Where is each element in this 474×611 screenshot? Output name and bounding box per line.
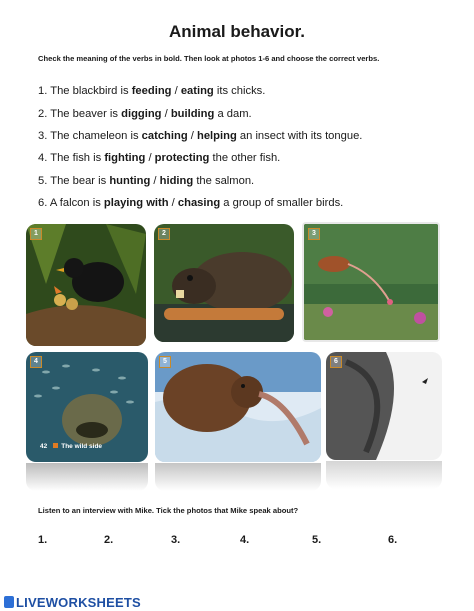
- question-6: 6. A falcon is playing with / chasing a group of smaller birds.: [38, 197, 344, 209]
- answer-number-5[interactable]: 5.: [312, 534, 322, 546]
- question-2: 2. The beaver is digging / building a dam.: [38, 108, 252, 120]
- photo-number-badge: 2: [158, 228, 170, 240]
- option-chasing[interactable]: chasing: [177, 197, 221, 209]
- option-playing-with[interactable]: playing with: [103, 197, 169, 209]
- answer-number-2[interactable]: 2.: [104, 534, 114, 546]
- option-catching[interactable]: catching: [141, 130, 188, 142]
- bear-photo: [155, 352, 321, 462]
- photo-number-badge: 1: [30, 228, 42, 240]
- photo-reflection: [155, 463, 321, 491]
- listen-instructions: Listen to an interview with Mike. Tick the photos that Mike speak about?: [38, 506, 299, 515]
- page-title: Animal behavior.: [168, 22, 306, 41]
- option-eating[interactable]: eating: [180, 85, 214, 97]
- option-fighting[interactable]: fighting: [104, 152, 146, 164]
- falcon-photo: [326, 352, 442, 460]
- question-1: 1. The blackbird is feeding / eating its chicks.: [38, 85, 266, 97]
- photo-reflection: [326, 461, 442, 489]
- answer-number-3[interactable]: 3.: [171, 534, 181, 546]
- photo-number-badge: 5: [159, 356, 171, 368]
- photo-number-badge: 4: [30, 356, 42, 368]
- option-protecting[interactable]: protecting: [154, 152, 210, 164]
- photo-number-badge: 6: [330, 356, 342, 368]
- liveworksheets-logo-icon: [4, 596, 14, 608]
- option-feeding[interactable]: feeding: [131, 85, 172, 97]
- photo-reflection: [26, 463, 148, 491]
- answer-number-4[interactable]: 4.: [240, 534, 250, 546]
- chameleon-photo: [304, 224, 438, 340]
- question-3: 3. The chameleon is catching / helping an insect with its tongue.: [38, 130, 363, 142]
- option-hunting[interactable]: hunting: [109, 175, 151, 187]
- footer-logo[interactable]: LIVEWORKSHEETS: [4, 595, 141, 610]
- question-4: 4. The fish is fighting / protecting the other fish.: [38, 152, 281, 164]
- answer-number-6[interactable]: 6.: [388, 534, 398, 546]
- photo-number-badge: 3: [308, 228, 320, 240]
- option-building[interactable]: building: [170, 108, 215, 120]
- instructions: Check the meaning of the verbs in bold. Then look at photos 1-6 and choose the correct verbs.: [38, 54, 380, 63]
- option-helping[interactable]: helping: [197, 130, 237, 142]
- option-digging[interactable]: digging: [121, 108, 162, 120]
- answer-number-1[interactable]: 1.: [38, 534, 48, 546]
- blackbird-photo: [26, 224, 146, 346]
- page-caption: 42 The wild side: [40, 443, 103, 450]
- question-5: 5. The bear is hunting / hiding the salmon.: [38, 175, 255, 187]
- beaver-photo: [154, 224, 294, 342]
- option-hiding[interactable]: hiding: [159, 175, 194, 187]
